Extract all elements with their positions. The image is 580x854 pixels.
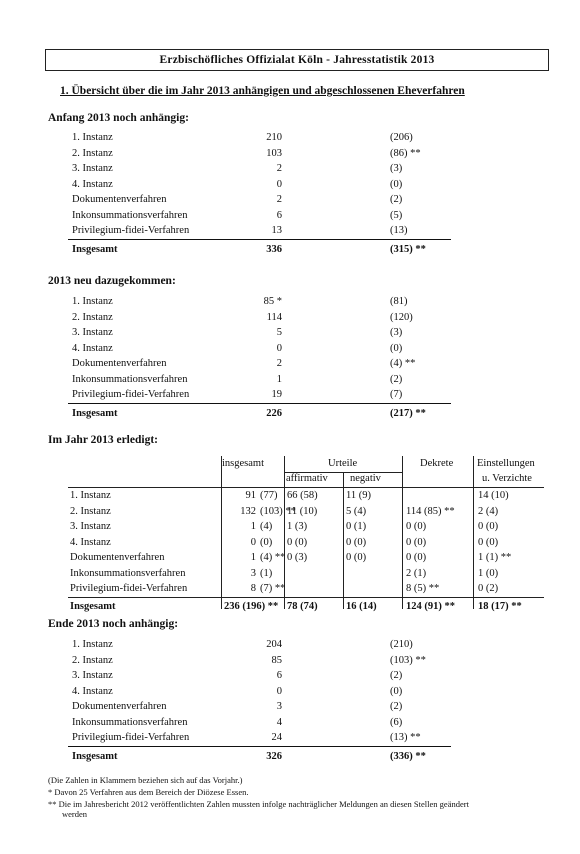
row-label: 3. Instanz (72, 670, 113, 681)
total-label: Insgesamt (72, 751, 118, 762)
header-negativ: negativ (350, 473, 381, 484)
erledigt-insgesamt: 1 (250, 552, 256, 563)
erledigt-einstellungen: 2 (4) (478, 505, 499, 517)
ende-row (72, 699, 472, 714)
row-value: 103 (266, 147, 282, 159)
row-label: Inkonsummationsverfahren (72, 209, 188, 221)
row-label: Dokumentenverfahren (72, 358, 167, 369)
row-previous-year: (81) (390, 296, 408, 307)
row-label: 4. Instanz (72, 178, 113, 190)
ende-row (72, 730, 472, 745)
header-einstellungen: Einstellungen (477, 458, 535, 469)
erledigt-total-dekrete: 124 (91) ** (406, 601, 455, 612)
erledigt-dekrete: 8 (5) ** (406, 583, 440, 594)
total-label: Insgesamt (72, 408, 118, 419)
erledigt-affirmativ: 66 (58) (287, 490, 318, 501)
erledigt-negativ: 0 (0) (346, 536, 367, 548)
row-value: 210 (266, 132, 282, 143)
erledigt-row-label: Inkonsummationsverfahren (70, 567, 186, 579)
erledigt-insgesamt: 8 (250, 583, 256, 594)
erledigt-affirmativ: 0 (3) (287, 552, 308, 563)
ende-row (72, 668, 472, 683)
erledigt-negativ: 11 (9) (346, 490, 371, 501)
row-value: 6 (276, 209, 282, 221)
section-title-neu: 2013 neu dazugekommen: (48, 275, 176, 287)
row-label: 1. Instanz (72, 639, 113, 650)
erledigt-row-label: 2. Instanz (70, 505, 111, 517)
row-value: 13 (271, 225, 282, 236)
erledigt-dekrete: 0 (0) (406, 521, 427, 532)
row-value: 0 (276, 178, 282, 190)
row-label: Dokumentenverfahren (72, 194, 167, 205)
erledigt-insgesamt: 0 (250, 536, 256, 548)
row-value: 2 (276, 163, 282, 174)
row-previous-year: (103) ** (390, 654, 426, 666)
erledigt-insgesamt: 91 (245, 490, 256, 501)
row-value: 2 (276, 358, 282, 369)
erledigt-einstellungen: 0 (0) (478, 536, 499, 548)
erledigt-negativ: 5 (4) (346, 505, 367, 517)
row-value: 3 (276, 701, 282, 712)
row-label: 2. Instanz (72, 147, 113, 159)
erledigt-insgesamt-prev: (1) (260, 567, 273, 579)
row-value: 6 (276, 670, 282, 681)
erledigt-insgesamt-prev: (103) ** (260, 505, 296, 517)
ende-row (72, 684, 472, 699)
total-value: 336 (266, 244, 282, 255)
row-value: 85 (271, 654, 282, 666)
header-insgesamt: insgesamt (222, 458, 264, 469)
ende-row (72, 653, 472, 668)
erledigt-row-label: 1. Instanz (70, 490, 111, 501)
erledigt-row-label: Dokumentenverfahren (70, 552, 165, 563)
row-previous-year: (3) (390, 327, 403, 338)
row-label: Dokumentenverfahren (72, 701, 167, 712)
erledigt-dekrete: 114 (85) ** (406, 505, 455, 517)
erledigt-total-affirmativ: 78 (74) (287, 601, 318, 612)
erledigt-einstellungen: 1 (0) (478, 567, 499, 579)
row-value: 19 (271, 389, 282, 400)
section-heading: 1. Übersicht über die im Jahr 2013 anhängigen und abgeschlossenen Eheverfahren (60, 85, 465, 97)
ende-total-row (72, 749, 472, 764)
col-divider-1 (221, 456, 222, 609)
col-divider-5 (473, 456, 474, 609)
erledigt-negativ: 0 (1) (346, 521, 367, 532)
row-previous-year: (2) (390, 670, 403, 681)
row-label: Inkonsummationsverfahren (72, 373, 188, 385)
row-value: 85 * (263, 296, 282, 307)
row-previous-year: (0) (390, 178, 403, 190)
row-label: 1. Instanz (72, 296, 113, 307)
row-previous-year: (4) ** (390, 358, 416, 369)
footnote-essen: * Davon 25 Verfahren aus dem Bereich der Diözese Essen. (48, 787, 249, 797)
row-previous-year: (7) (390, 389, 403, 400)
row-label: 4. Instanz (72, 685, 113, 697)
erledigt-total-negativ: 16 (14) (346, 601, 377, 612)
ende-row (72, 715, 472, 730)
footnote-vorjahr: (Die Zahlen in Klammern beziehen sich auf das Vorjahr.) (48, 775, 243, 785)
row-previous-year: (2) (390, 373, 403, 385)
ende-total-line (68, 746, 451, 747)
erledigt-affirmativ: 0 (0) (287, 536, 308, 548)
row-previous-year: (86) ** (390, 147, 421, 159)
erledigt-affirmativ: 11 (10) (287, 505, 318, 517)
total-value: 226 (266, 408, 282, 419)
row-value: 114 (266, 311, 282, 323)
row-previous-year: (13) ** (390, 732, 421, 743)
header-urteile: Urteile (328, 458, 358, 469)
footnote-korrektur-cont: werden (62, 809, 88, 819)
erledigt-insgesamt-prev: (0) (260, 536, 273, 548)
page-title: Erzbischöfliches Offizialat Köln - Jahresstatistik 2013 (45, 49, 549, 71)
row-previous-year: (0) (390, 342, 403, 354)
row-previous-year: (13) (390, 225, 408, 236)
header-dekrete: Dekrete (420, 458, 454, 469)
row-value: 24 (271, 732, 282, 743)
total-previous-year: (336) ** (390, 751, 426, 762)
erledigt-affirmativ: 1 (3) (287, 521, 308, 532)
erledigt-negativ: 0 (0) (346, 552, 367, 563)
section-title-anfang: Anfang 2013 noch anhängig: (48, 112, 189, 124)
row-label: Inkonsummationsverfahren (72, 716, 188, 728)
col-divider-4 (402, 456, 403, 609)
row-previous-year: (2) (390, 194, 403, 205)
row-previous-year: (206) (390, 132, 413, 143)
row-value: 4 (276, 716, 282, 728)
row-value: 0 (276, 342, 282, 354)
erledigt-dekrete: 0 (0) (406, 536, 427, 548)
erledigt-dekrete: 0 (0) (406, 552, 427, 563)
erledigt-einstellungen: 0 (0) (478, 521, 499, 532)
erledigt-insgesamt-prev: (4) (260, 521, 273, 532)
row-label: 1. Instanz (72, 132, 113, 143)
total-previous-year: (315) ** (390, 244, 426, 255)
row-label: 4. Instanz (72, 342, 113, 354)
row-previous-year: (0) (390, 685, 403, 697)
erledigt-insgesamt-prev: (4) ** (260, 552, 286, 563)
erledigt-row-label: 4. Instanz (70, 536, 111, 548)
row-label: Privilegium-fidei-Verfahren (72, 389, 190, 400)
row-value: 1 (276, 373, 282, 385)
erledigt-insgesamt-prev: (77) (260, 490, 278, 501)
erledigt-total-insgesamt: 236 (196) ** (224, 601, 279, 612)
erledigt-insgesamt: 132 (240, 505, 256, 517)
row-previous-year: (3) (390, 163, 403, 174)
row-label: 3. Instanz (72, 163, 113, 174)
row-previous-year: (5) (390, 209, 403, 221)
total-previous-year: (217) ** (390, 408, 426, 419)
footnote-korrektur: ** Die im Jahresbericht 2012 veröffentlichten Zahlen mussten infolge nachträglicher Meldungen an diesen Stellen geändert (48, 799, 469, 809)
erledigt-total-label: Insgesamt (70, 601, 116, 612)
section-title-erledigt: Im Jahr 2013 erledigt: (48, 434, 158, 446)
row-value: 5 (276, 327, 282, 338)
col-divider-3 (343, 472, 344, 609)
row-label: 3. Instanz (72, 327, 113, 338)
row-previous-year: (6) (390, 716, 403, 728)
ende-row (72, 637, 472, 652)
row-previous-year: (210) (390, 639, 413, 650)
row-previous-year: (120) (390, 311, 413, 323)
erledigt-total-einstellungen: 18 (17) ** (478, 601, 522, 612)
erledigt-dekrete: 2 (1) (406, 567, 427, 579)
erledigt-row-label: 3. Instanz (70, 521, 111, 532)
erledigt-einstellungen: 1 (1) ** (478, 552, 512, 563)
erledigt-einstellungen: 0 (2) (478, 583, 499, 594)
row-value: 0 (276, 685, 282, 697)
total-label: Insgesamt (72, 244, 118, 255)
total-value: 326 (266, 751, 282, 762)
row-value: 204 (266, 639, 282, 650)
row-previous-year: (2) (390, 701, 403, 712)
row-label: Privilegium-fidei-Verfahren (72, 225, 190, 236)
row-label: 2. Instanz (72, 654, 113, 666)
erledigt-insgesamt-prev: (7) ** (260, 583, 286, 594)
header-affirmativ: affirmativ (286, 473, 328, 484)
header-verzichte: u. Verzichte (482, 473, 532, 484)
row-label: 2. Instanz (72, 311, 113, 323)
erledigt-insgesamt: 1 (250, 521, 256, 532)
section-title-ende: Ende 2013 noch anhängig: (48, 618, 179, 630)
erledigt-row-label: Privilegium-fidei-Verfahren (70, 583, 188, 594)
row-label: Privilegium-fidei-Verfahren (72, 732, 190, 743)
erledigt-insgesamt: 3 (250, 567, 256, 579)
erledigt-einstellungen: 14 (10) (478, 490, 509, 501)
row-value: 2 (276, 194, 282, 205)
